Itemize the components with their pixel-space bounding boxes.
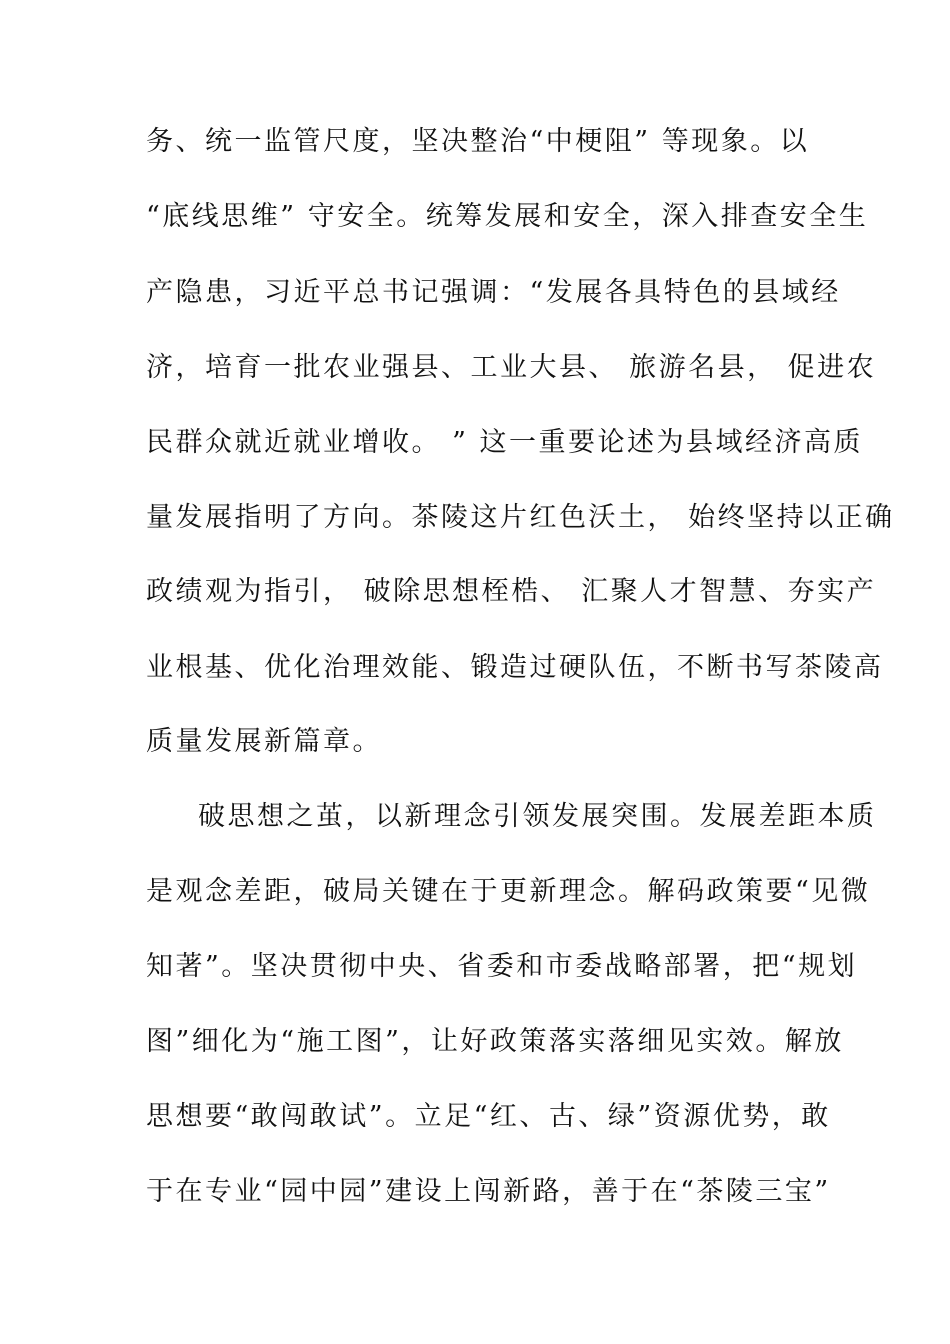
- text-line: 是观念差距，破局关键在于更新理念。解码政策要“见微: [146, 876, 871, 907]
- text-line: 务、统一监管尺度，坚决整治“中梗阻” 等现象。以: [146, 126, 810, 157]
- text-line: 思想要“敢闯敢试”。立足“红、古、绿”资源优势，敢: [146, 1101, 831, 1132]
- text-line: 量发展指明了方向。茶陵这片红色沃土， 始终坚持以正确: [146, 502, 895, 533]
- text-line: 知著”。坚决贯彻中央、省委和市委战略部署，把“规划: [146, 951, 858, 982]
- text-line: “底线思维” 守安全。统筹发展和安全，深入排查安全生: [146, 201, 869, 232]
- text-line: 图”细化为“施工图”，让好政策落实落细见实效。解放: [146, 1026, 844, 1057]
- text-line: 民群众就近就业增收。 ” 这一重要论述为县域经济高质: [146, 427, 863, 458]
- text-line: 济，培育一批农业强县、工业大县、 旅游名县， 促进农: [146, 352, 877, 383]
- paragraph-start-line: 破思想之茧，以新理念引领发展突围。发展差距本质: [198, 801, 877, 832]
- text-line: 产隐患，习近平总书记强调：“发展各具特色的县域经: [146, 277, 841, 308]
- text-line: 业根基、优化治理效能、锻造过硬队伍，不断书写茶陵高: [146, 652, 884, 683]
- text-line: 政绩观为指引， 破除思想桎梏、 汇聚人才智慧、夯实产: [146, 576, 877, 607]
- text-line: 质量发展新篇章。: [146, 726, 382, 757]
- text-line: 于在专业“园中园”建设上闯新路，善于在“茶陵三宝”: [146, 1176, 831, 1207]
